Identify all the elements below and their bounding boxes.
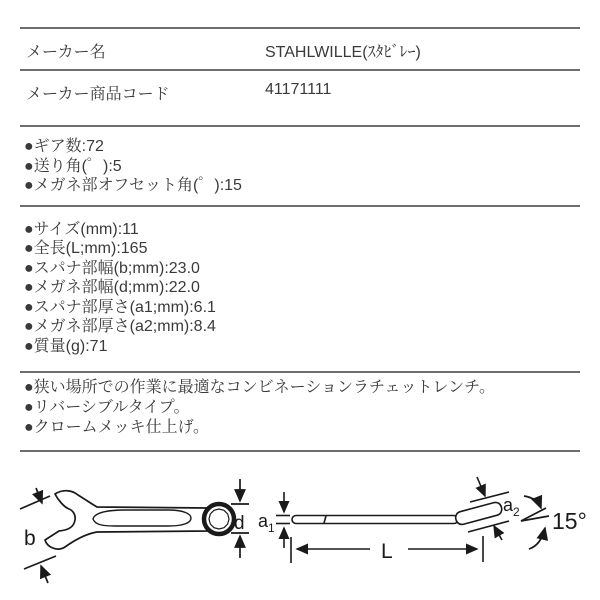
wrench-front-view xyxy=(45,491,234,549)
feature-text: クロームメッキ仕上げ。 xyxy=(33,419,210,436)
spec-text: 送り角(゜):5 xyxy=(33,157,122,175)
spec-text: サイズ(mm):11 xyxy=(33,220,139,238)
label-a1-sub: 1 xyxy=(268,521,275,535)
b-upper-tick xyxy=(20,496,50,509)
bullet-icon: ● xyxy=(24,157,34,175)
bullet-icon: ● xyxy=(24,259,34,277)
bullet-icon: ● xyxy=(24,279,34,296)
wrench-dimension-diagram xyxy=(0,452,600,600)
spec-text: スパナ部厚さ(a1;mm):6.1 xyxy=(33,298,216,316)
wrench-side-view xyxy=(292,501,503,526)
list-item xyxy=(24,298,580,318)
bullet-icon: ● xyxy=(24,298,34,316)
spec-text: スパナ部幅(b;mm):23.0 xyxy=(33,259,200,277)
label-a2: a xyxy=(503,495,514,515)
label-a2-sub: 2 xyxy=(513,505,520,519)
list-item xyxy=(24,137,580,157)
list-item xyxy=(24,418,580,438)
angle-lower-arc-arrow xyxy=(529,528,545,549)
manufacturer-code-value: 41171111 xyxy=(265,81,332,98)
label-L: L xyxy=(381,540,393,563)
bullet-icon: ● xyxy=(24,379,34,396)
bullet-icon: ● xyxy=(24,138,34,155)
spec-content xyxy=(20,27,580,452)
side-shaft xyxy=(292,516,458,524)
bullet-icon: ● xyxy=(24,419,34,436)
list-item xyxy=(24,220,580,240)
bullet-icon: ● xyxy=(24,240,34,257)
list-item xyxy=(24,317,580,337)
a2-lower-tick xyxy=(468,521,509,532)
label-b: b xyxy=(24,527,36,550)
spec-text: メガネ部厚さ(a2;mm):8.4 xyxy=(33,318,216,335)
feature-text: リバーシブルタイプ。 xyxy=(33,399,190,416)
list-item xyxy=(24,157,580,177)
list-item xyxy=(24,398,580,418)
feature-text: 狭い場所での作業に最適なコンビネーションラチェットレンチ。 xyxy=(33,379,496,396)
list-item xyxy=(24,278,580,298)
spec-text: メガネ部幅(d;mm):22.0 xyxy=(33,279,200,296)
spec-text: ギア数:72 xyxy=(33,138,104,155)
label-d: d xyxy=(234,513,245,534)
manufacturer-code-label: メーカー商品コード xyxy=(26,86,170,103)
dimension-spec-list xyxy=(20,207,580,374)
table-row xyxy=(20,29,580,71)
list-item xyxy=(24,259,580,279)
bullet-icon: ● xyxy=(24,177,34,194)
bullet-icon: ● xyxy=(24,318,34,335)
spec-text: 全長(L;mm):165 xyxy=(33,240,148,257)
b-lower-tick xyxy=(24,556,56,569)
bullet-icon: ● xyxy=(24,220,34,238)
angle-upper-arc-arrow xyxy=(524,496,541,508)
label-a1: a xyxy=(258,511,269,531)
list-item xyxy=(24,176,580,196)
spec-text: メガネ部オフセット角(゜):15 xyxy=(33,177,242,194)
spec-text: 質量(g):71 xyxy=(33,337,108,355)
a2-upper-arrow xyxy=(477,477,485,496)
manufacturer-name-value: STAHLWILLE(ｽﾀﾋﾞﾚｰ) xyxy=(265,44,421,61)
side-ring-head xyxy=(454,501,503,526)
manufacturer-table xyxy=(20,27,580,127)
table-row xyxy=(20,71,580,127)
list-item xyxy=(24,378,580,398)
offset-angle-mark xyxy=(521,496,549,549)
list-item xyxy=(24,239,580,259)
b-lower-arrow xyxy=(41,566,48,583)
bullet-icon: ● xyxy=(24,337,34,355)
list-item xyxy=(24,337,580,357)
wrench-head-and-shaft xyxy=(45,491,207,549)
label-offset-angle: 15° xyxy=(552,508,587,534)
ratchet-spec-list xyxy=(20,127,580,207)
bullet-icon: ● xyxy=(24,399,34,416)
feature-list xyxy=(20,373,580,452)
dimension-a1 xyxy=(276,492,290,548)
manufacturer-name-label: メーカー名 xyxy=(26,44,106,61)
a2-lower-arrow xyxy=(494,526,502,540)
